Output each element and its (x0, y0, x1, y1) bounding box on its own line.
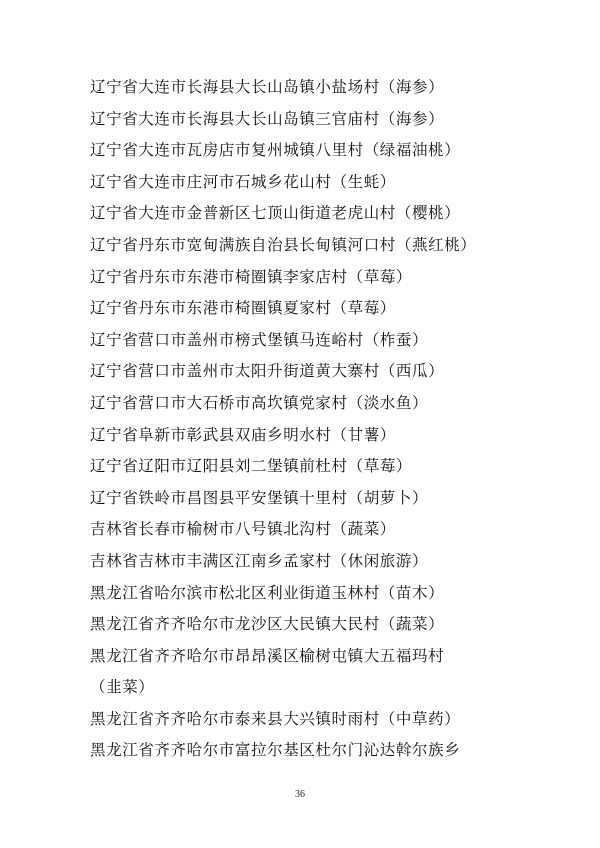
list-item: 辽宁省阜新市彰武县双庙乡明水村（甘薯） (90, 425, 396, 444)
list-item: 辽宁省营口市盖州市榜式堡镇马连峪村（柞蚕） (90, 330, 429, 349)
list-item: 吉林省吉林市丰满区江南乡孟家村（休闲旅游） (90, 551, 429, 570)
page-number: 36 (295, 789, 305, 800)
list-item: 吉林省长春市榆树市八号镇北沟村（蔬菜） (90, 520, 396, 539)
list-item: 辽宁省大连市瓦房店市复州城镇八里村（绿福油桃） (90, 141, 461, 160)
list-item: 黑龙江省齐齐哈尔市昂昂溪区榆树屯镇大五福玛村 (90, 646, 445, 665)
list-item: 黑龙江省齐齐哈尔市龙沙区大民镇大民村（蔬菜） (90, 615, 445, 634)
list-item: 辽宁省丹东市宽甸满族自治县长甸镇河口村（燕红桃） (90, 235, 477, 254)
list-item: 辽宁省大连市长海县大长山岛镇三官庙村（海参） (90, 109, 445, 128)
list-item: 辽宁省营口市盖州市太阳升街道黄大寨村（西瓜） (90, 362, 445, 381)
list-item: 辽宁省丹东市东港市椅圈镇夏家村（草莓） (90, 299, 396, 318)
list-item-continuation: （韭菜） (90, 678, 155, 697)
list-item: 辽宁省营口市大石桥市高坎镇党家村（淡水鱼） (90, 393, 429, 412)
list-item: 辽宁省丹东市东港市椅圈镇李家店村（草莓） (90, 267, 413, 286)
list-item: 辽宁省铁岭市昌图县平安堡镇十里村（胡萝卜） (90, 488, 429, 507)
list-item: 黑龙江省齐齐哈尔市泰来县大兴镇时雨村（中草药） (90, 709, 461, 728)
list-item: 辽宁省大连市庄河市石城乡花山村（生蚝） (90, 172, 396, 191)
list-item: 辽宁省辽阳市辽阳县刘二堡镇前杜村（草莓） (90, 457, 413, 476)
list-item: 黑龙江省哈尔滨市松北区利业街道玉林村（苗木） (90, 583, 445, 602)
list-item: 黑龙江省齐齐哈尔市富拉尔基区杜尔门沁达斡尔族乡 (90, 741, 461, 760)
list-item: 辽宁省大连市金普新区七顶山街道老虎山村（樱桃） (90, 204, 461, 223)
list-item: 辽宁省大连市长海县大长山岛镇小盐场村（海参） (90, 78, 445, 96)
village-list (90, 72, 530, 767)
